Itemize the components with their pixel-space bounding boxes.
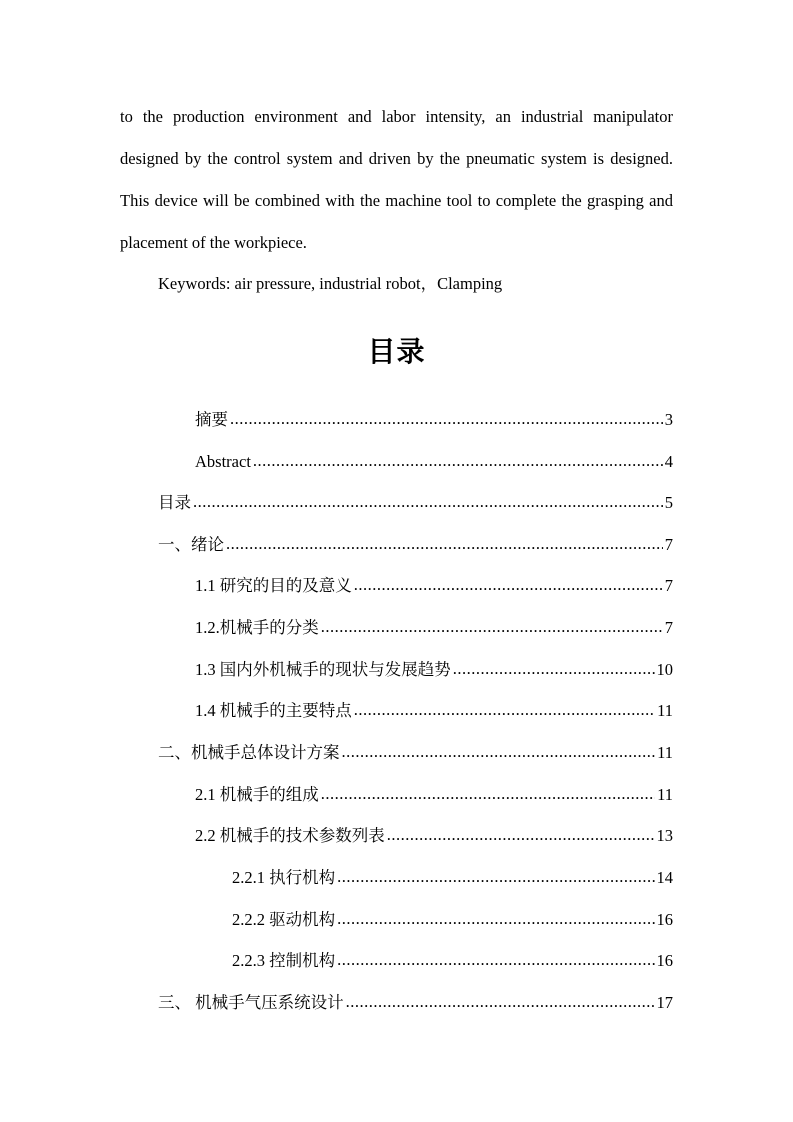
toc-entry-page: 16 bbox=[656, 910, 673, 929]
toc-entry[interactable] bbox=[158, 484, 673, 514]
toc-entry[interactable] bbox=[158, 984, 673, 1014]
toc-entry-label: 1.1 研究的目的及意义 bbox=[195, 576, 352, 595]
toc-entry-page: 10 bbox=[656, 660, 673, 679]
toc-entry[interactable] bbox=[195, 443, 673, 473]
toc-entry[interactable] bbox=[232, 942, 673, 972]
toc-entry-label: 2.1 机械手的组成 bbox=[195, 785, 319, 804]
toc-entry-page: 11 bbox=[657, 743, 673, 762]
toc-entry-page: 7 bbox=[664, 618, 673, 637]
toc-entry-label: 1.4 机械手的主要特点 bbox=[195, 701, 352, 720]
toc-entry-label: 1.2.机械手的分类 bbox=[195, 618, 319, 637]
toc-dot-leader bbox=[230, 408, 663, 430]
toc-entry-label: 三、 机械手气压系统设计 bbox=[158, 993, 344, 1012]
toc-entry[interactable] bbox=[158, 734, 673, 764]
toc-dot-leader bbox=[226, 533, 663, 555]
toc-title: 目录 bbox=[367, 335, 426, 368]
toc-entry-page: 11 bbox=[657, 785, 673, 804]
toc-dot-leader bbox=[337, 908, 654, 930]
toc-entry-page: 17 bbox=[656, 993, 673, 1012]
toc-dot-leader bbox=[193, 491, 663, 513]
toc-dot-leader bbox=[337, 866, 654, 888]
toc-entry-page: 7 bbox=[664, 535, 673, 554]
toc-entry-label: 二、机械手总体设计方案 bbox=[158, 743, 340, 762]
toc-entry-page: 13 bbox=[656, 826, 673, 845]
toc-entry[interactable] bbox=[232, 859, 673, 889]
toc-entry-label: 2.2.3 控制机构 bbox=[232, 951, 336, 970]
toc-entry[interactable] bbox=[195, 776, 673, 806]
toc-entry-label: 目录 bbox=[158, 493, 191, 512]
toc-entry-page: 4 bbox=[664, 452, 673, 471]
keywords-line: Keywords: air pressure, industrial robot，Clamping bbox=[158, 274, 503, 293]
toc-entry[interactable] bbox=[195, 401, 673, 431]
toc-entry[interactable] bbox=[195, 609, 673, 639]
toc-dot-leader bbox=[354, 574, 663, 596]
toc-entry[interactable] bbox=[232, 901, 673, 931]
toc-entry-page: 11 bbox=[657, 701, 673, 720]
toc-dot-leader bbox=[354, 699, 655, 721]
abstract-paragraph: to the production environment and labor intensity, an industrial manipulator designed by the control system and driven by the pneumatic system is designed. This device will be combined with the machine tool to complete the grasping and placement of the workpiece. bbox=[120, 107, 673, 252]
toc-entry[interactable] bbox=[195, 651, 673, 681]
toc-entry[interactable] bbox=[195, 817, 673, 847]
toc-dot-leader bbox=[342, 741, 656, 763]
toc-entry-label: Abstract bbox=[195, 452, 251, 471]
toc-entry-label: 2.2.1 执行机构 bbox=[232, 868, 336, 887]
toc-dot-leader bbox=[253, 450, 663, 472]
toc-entry-label: 1.3 国内外机械手的现状与发展趋势 bbox=[195, 660, 451, 679]
toc-dot-leader bbox=[453, 658, 655, 680]
toc-entry-page: 16 bbox=[656, 951, 673, 970]
toc-entry-label: 2.2 机械手的技术参数列表 bbox=[195, 826, 385, 845]
toc-entry-label: 摘要 bbox=[195, 410, 228, 429]
toc-entry[interactable] bbox=[158, 526, 673, 556]
toc-entry-label: 2.2.2 驱动机构 bbox=[232, 910, 336, 929]
toc-entry-page: 3 bbox=[664, 410, 673, 429]
toc-entry-page: 5 bbox=[664, 493, 673, 512]
toc-entry[interactable] bbox=[195, 567, 673, 597]
toc-dot-leader bbox=[346, 991, 655, 1013]
toc-entry-page: 7 bbox=[664, 576, 673, 595]
toc-dot-leader bbox=[387, 824, 655, 846]
toc-entry-label: 一、绪论 bbox=[158, 535, 224, 554]
toc-dot-leader bbox=[321, 783, 655, 805]
toc-dot-leader bbox=[321, 616, 663, 638]
toc-entry-page: 14 bbox=[656, 868, 673, 887]
toc-dot-leader bbox=[337, 949, 654, 971]
toc-entry[interactable] bbox=[195, 692, 673, 722]
